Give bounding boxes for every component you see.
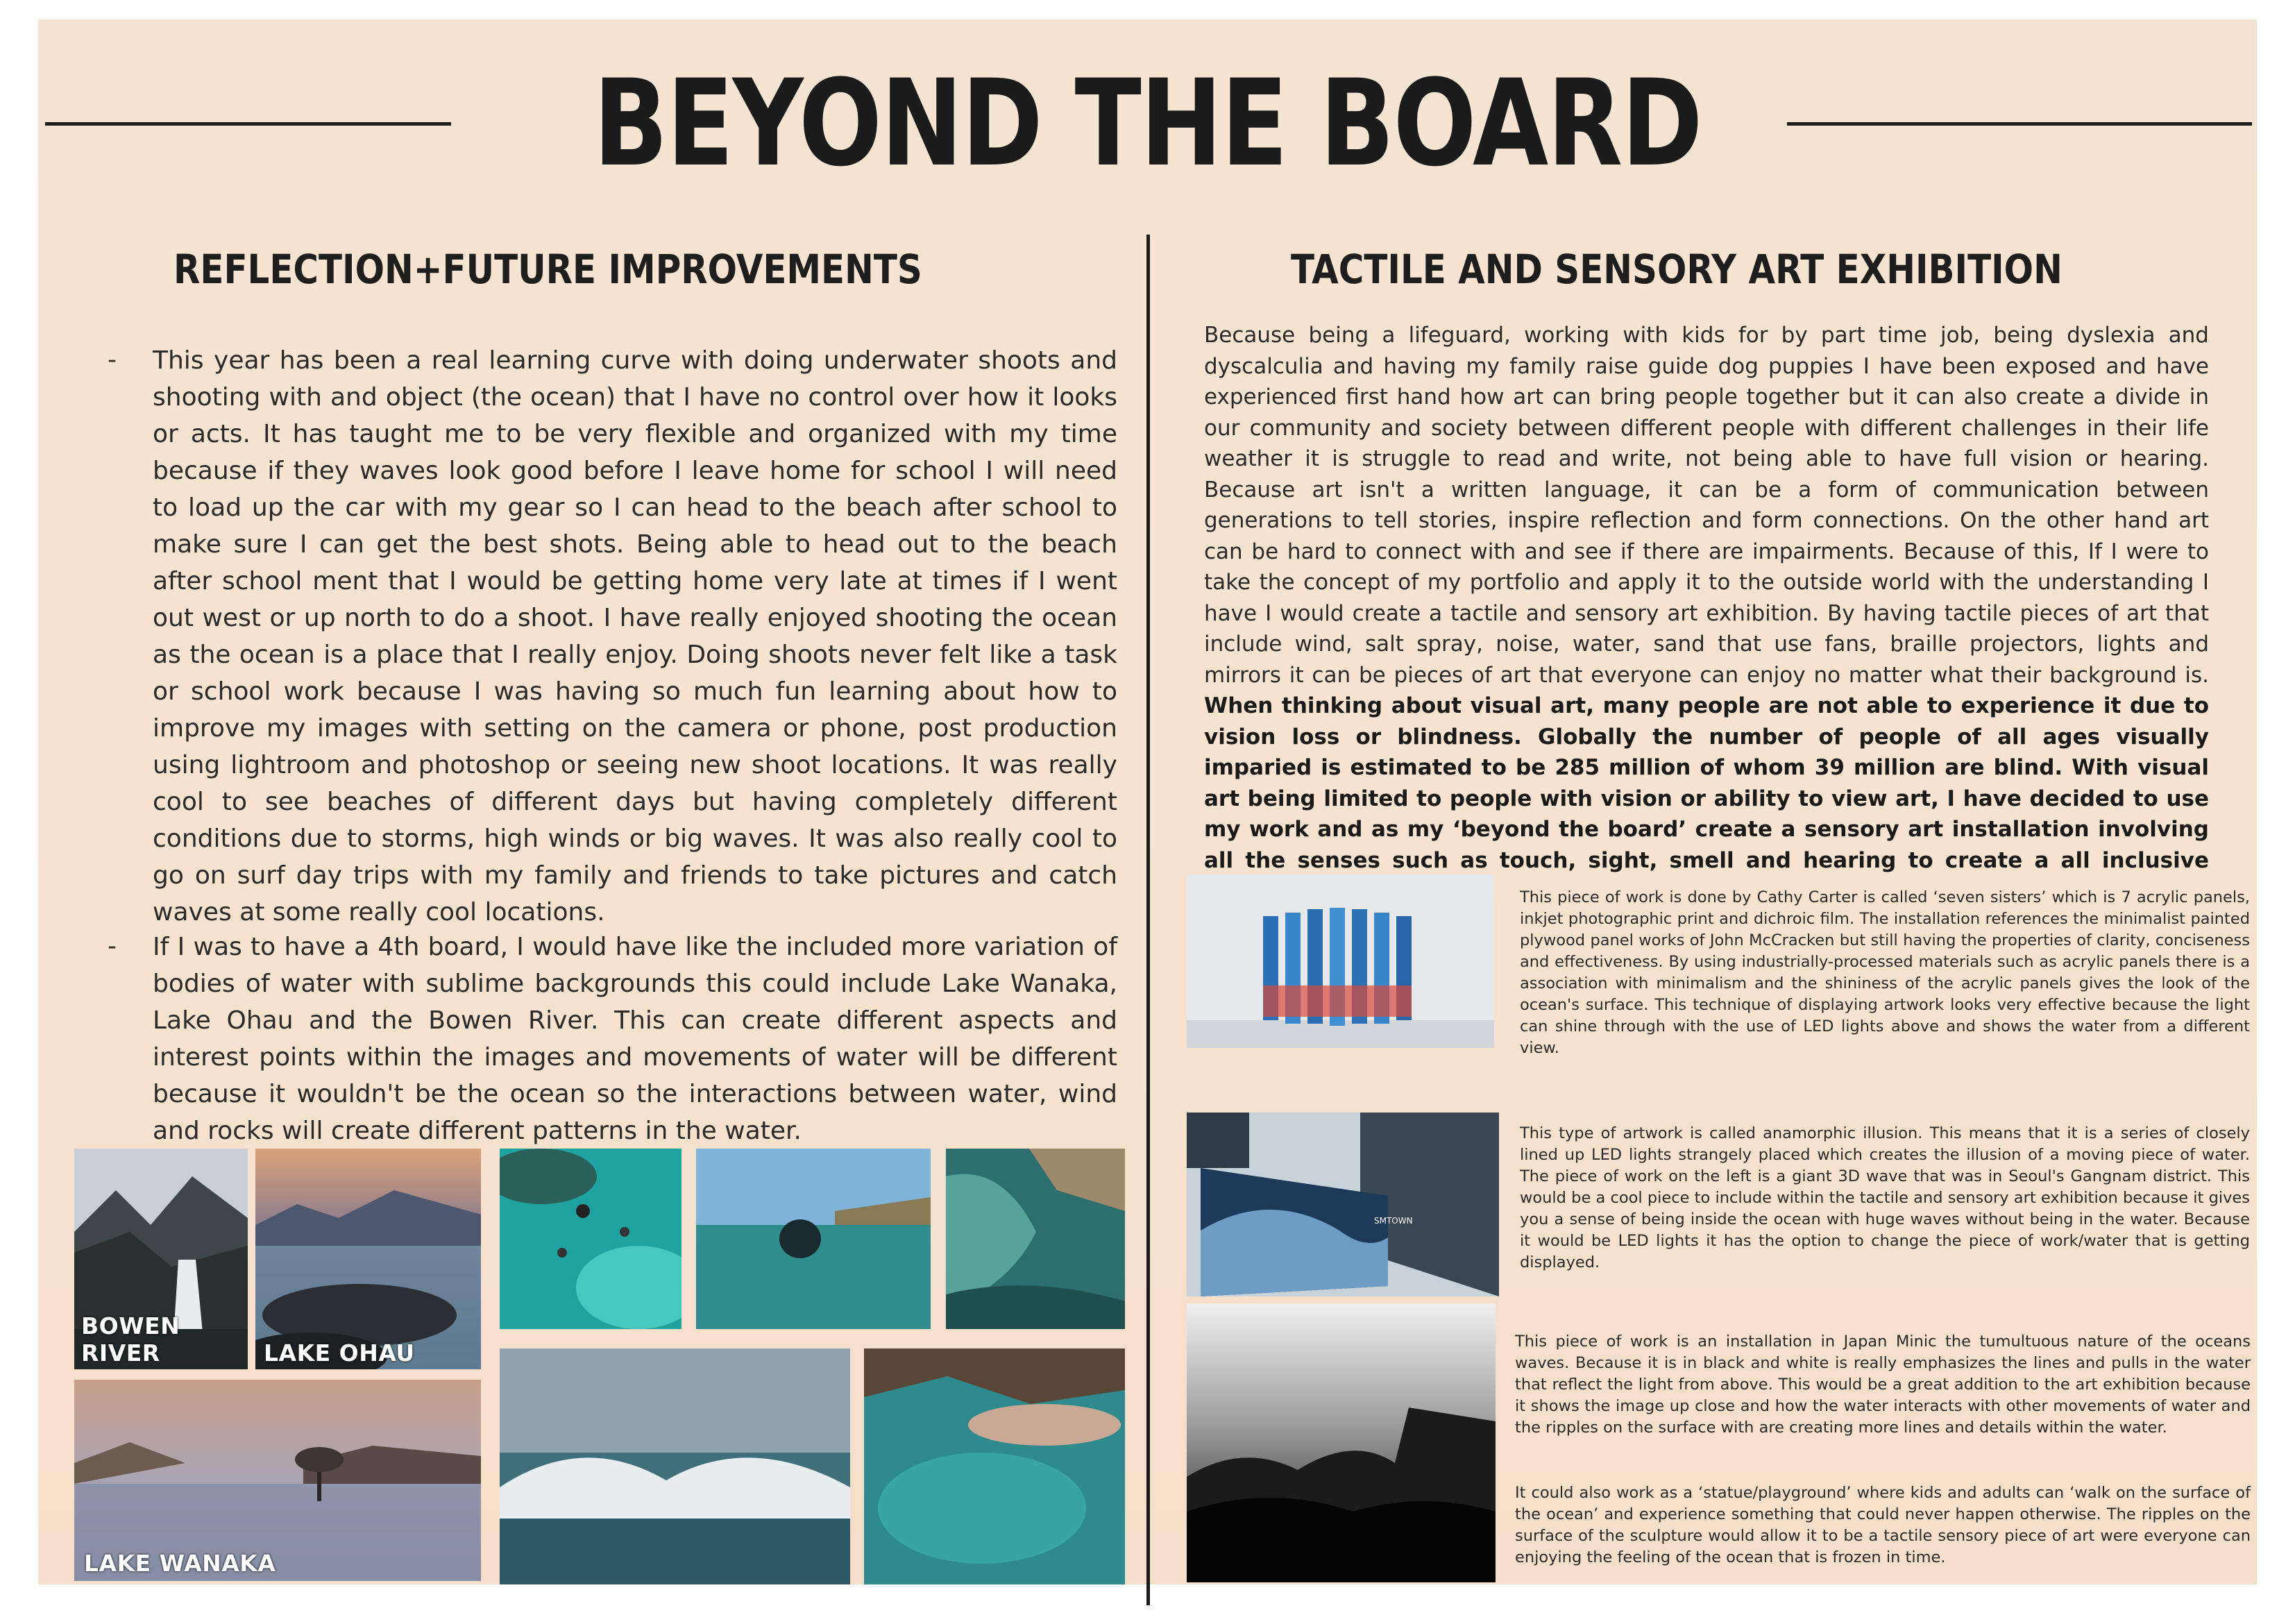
- page-title: BEYOND THE BOARD: [593, 53, 1702, 193]
- photo-surfer-water: [696, 1149, 931, 1329]
- board: [38, 19, 2257, 1584]
- caption-japan-installation: This piece of work is an installation in Japan Minic the tumultuous nature of the oceans waves. Because it is in black and white is really emphasizes the lines and pulls in the water that reflect the light from above. This would be a great addition to the art exhibition because it shows the image up close and how the water interacts with other movements of water and the ripples on the surface with are creating more lines and details within the water.: [1515, 1333, 2251, 1437]
- exhibition-intro: [1204, 320, 2209, 907]
- photo-lake-ohau: [255, 1149, 481, 1369]
- reflection-paragraph-1: This year has been a real learning curve with doing underwater shoots and shooting with and object (the ocean) that I have no control over how it looks or acts. It has taught me to be very flexible and organized with my time because if they waves look good before I leave home for school I will need to load up the car with my gear so I can head to the beach after school to make sure I can get the best shots. Being able to head out to the beach after school ment that I would be getting home very late at times if I went out west or up north to do a shoot. I have really enjoyed shooting the ocean as the ocean is a place that I really enjoy. Doing shoots never felt like a task or school work because I was having so much fun learning about how to improve my images with setting on the camera or phone, post production using lightroom and photoshop or seeing new shoot locations. It was really cool to see beaches of different days but having completely different conditions due to storms, high winds or big waves. It was also really cool to go on surf day trips with my family and friends to take pictures and catch waves at some really cool locations.: [153, 346, 1117, 927]
- caption-japan-playground: It could also work as a ‘statue/playground’ where kids and adults can ‘walk on the surface of the ocean’ and experience something that could never happen otherwise. The ripples on the surface of the sculpture would allow it to be a tactile sensory piece of art were everyone can enjoying the feeling of the ocean that is frozen in time.: [1515, 1484, 2251, 1566]
- label-lake-wanaka: LAKE WANAKA: [84, 1550, 276, 1577]
- sign-text: SMTOWN: [1374, 1216, 1413, 1226]
- caption-seven-sisters: This piece of work is done by Cathy Carter is called ‘seven sisters’ which is 7 acrylic panels, inkjet photographic print and dichroic film. The installation references the minimalist painted plywood panel works of John McCracken but still having the properties of clarity, conciseness and effectiveness. By using industrially-processed materials such as acrylic panels there is a association with minimalism and the shininess of the acrylic panels gives the look of the ocean's surface. This technique of displaying artwork looks very effective because the light can shine through with the use of LED lights above and shows the water from a different view.: [1520, 888, 2250, 1057]
- intro-regular-text: Because being a lifeguard, working with kids for by part time job, being dyslexia and dyscalculia and having my family raise guide dog puppies I have been exposed and have experienced first hand how art can bring people together but it can also create a divide in our community and society between different people with different challenges in their life weather it is struggle to read and write, not being able to have full vision or hearing. Because art isn't a written language, it can be a form of communication between generations to tell stories, inspire reflection and form connections. On the other hand art can be hard to connect with and see if there are impairments. Because of this, If I were to take the concept of my portfolio and apply it to the outside world with the understanding I have I would create a tactile and sensory art exhibition. By having tactile pieces of art that include wind, salt spray, noise, water, sand that use fans, braille projectors, lights and mirrors it can be pieces of art that everyone can enjoy no matter what their background is.: [1204, 323, 2209, 688]
- photo-bowen-river: [74, 1149, 248, 1369]
- left-heading: REFLECTION+FUTURE IMPROVEMENTS: [173, 246, 922, 293]
- photo-crashing-wave: [500, 1348, 850, 1584]
- photo-japan-installation: [1187, 1303, 1496, 1582]
- photo-rock-pool: [864, 1348, 1125, 1584]
- column-divider: [1146, 235, 1150, 1605]
- photo-lake-wanaka: [74, 1380, 481, 1581]
- photo-anamorphic-wave: [1187, 1113, 1499, 1296]
- right-heading: TACTILE AND SENSORY ART EXHIBITION: [1291, 246, 2063, 293]
- label-lake-ohau: LAKE OHAU: [264, 1339, 415, 1367]
- bullet-dash-2: -: [108, 932, 117, 961]
- caption-anamorphic: This type of artwork is called anamorphic illusion. This means that it is a series of closely lined up LED lights strangely placed which creates the illusion of a moving piece of water. The piece of work on the left is a giant 3D wave that was in Seoul's Gangnam district. This would be a cool piece to include within the tactile and sensory art exhibition because it gives you a sense of being inside the ocean with huge waves without being in the water. Because it would be LED lights it has the option to change the piece of work/water that is getting displayed.: [1520, 1124, 2250, 1271]
- bullet-dash-1: -: [108, 346, 117, 374]
- intro-bold-text: When thinking about visual art, many people are not able to experience it due to vision loss or blindness. Globally the number of people of all ages visually imparied is estimated to be 285 million of whom 39 million are blind. With visual art being limited to people with vision or ability to view art, I have decided to use my work and as my ‘beyond the board’ create a sensory art installation involving all the senses such as touch, sight, smell and hearing to create a all inclusive: [1204, 693, 2209, 873]
- reflection-paragraph-2: If I was to have a 4th board, I would have like the included more variation of bodies of water with sublime backgrounds this could include Lake Wanaka, Lake Ohau and the Bowen River. This can create different aspects and interest points within the images and movements of water will be different because it wouldn't be the ocean so the interactions between water, wind and rocks will create different patterns in the water.: [153, 933, 1117, 1145]
- photo-seven-sisters: [1187, 874, 1494, 1048]
- label-bowen-river: BOWEN RIVER: [81, 1312, 180, 1367]
- photo-snorkel-pool: [500, 1149, 681, 1329]
- photo-barrel-wave: [946, 1149, 1125, 1329]
